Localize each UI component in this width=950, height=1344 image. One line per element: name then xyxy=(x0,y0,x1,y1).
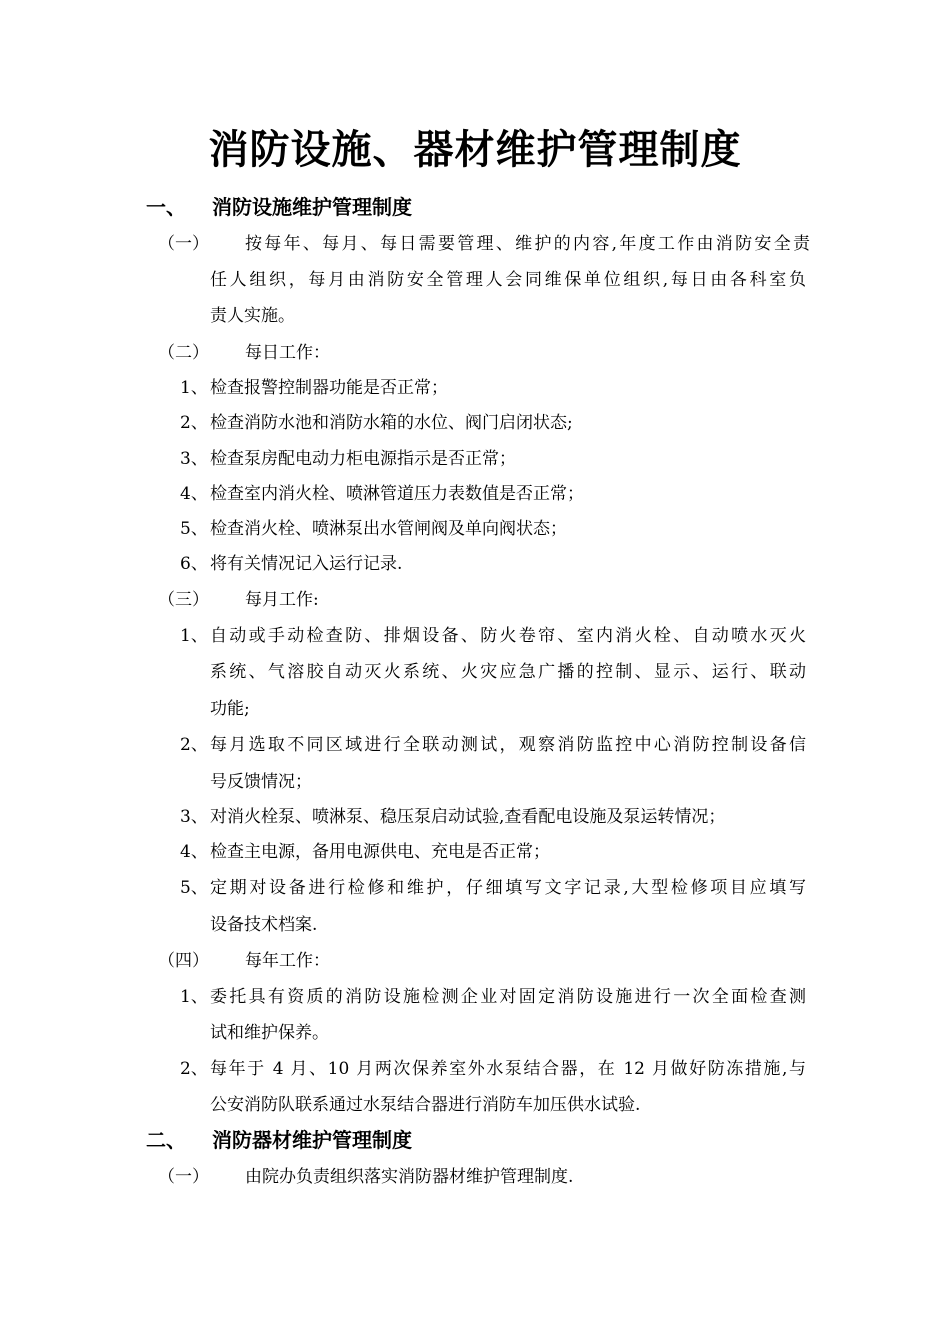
list-item-number: 6、 xyxy=(180,554,208,574)
list-item-number: 2、 xyxy=(180,1059,208,1079)
paragraph-line: 任人组织，每月由消防安全管理人会同维保单位组织,每日由各科室负 xyxy=(210,270,806,290)
section-number: 一、 xyxy=(146,195,186,219)
subsection-label: （二） xyxy=(158,343,209,363)
subsection-title: 每日工作： xyxy=(245,343,330,363)
list-item: 检查消火栓、喷淋泵出水管闸阀及单向阀状态； xyxy=(210,519,567,539)
list-item-number: 2、 xyxy=(180,735,208,755)
list-item-line: 试和维护保养。 xyxy=(210,1023,329,1043)
section-title: 消防设施维护管理制度 xyxy=(212,195,412,219)
list-item: 将有关情况记入运行记录. xyxy=(210,554,403,574)
list-item-line: 公安消防队联系通过水泵结合器进行消防车加压供水试验. xyxy=(210,1095,641,1115)
subsection-label: （三） xyxy=(158,590,209,610)
subsection-title: 每年工作： xyxy=(245,951,330,971)
paragraph-line: 由院办负责组织落实消防器材维护管理制度. xyxy=(245,1167,574,1187)
section-heading-2 xyxy=(146,1125,412,1155)
list-item-number: 4、 xyxy=(180,484,208,504)
list-item-line: 自动或手动检查防、排烟设备、防火卷帘、室内消火栓、自动喷水灭火 xyxy=(210,626,806,646)
list-item-line: 系统、气溶胶自动灭火系统、火灾应急广播的控制、显示、运行、联动 xyxy=(210,662,806,682)
paragraph-line: 按每年、每月、每日需要管理、维护的内容,年度工作由消防安全责 xyxy=(245,234,810,254)
subsection-label: （一） xyxy=(158,1167,209,1187)
list-item: 检查泵房配电动力柜电源指示是否正常； xyxy=(210,449,516,469)
list-item-line: 定期对设备进行检修和维护，仔细填写文字记录,大型检修项目应填写 xyxy=(210,878,806,898)
list-item-line: 功能; xyxy=(210,699,250,719)
list-item-number: 3、 xyxy=(180,449,208,469)
document-title: 消防设施、器材维护管理制度 xyxy=(208,126,742,173)
list-item: 检查主电源，备用电源供电、充电是否正常； xyxy=(210,842,550,862)
list-item-line: 委托具有资质的消防设施检测企业对固定消防设施进行一次全面检查测 xyxy=(210,987,806,1007)
list-item-line: 每年于 4 月、10 月两次保养室外水泵结合器，在 12 月做好防冻措施,与 xyxy=(210,1059,806,1079)
list-item: 检查报警控制器功能是否正常； xyxy=(210,378,448,398)
list-item-line: 每月选取不同区域进行全联动测试，观察消防监控中心消防控制设备信 xyxy=(210,735,806,755)
list-item-number: 3、 xyxy=(180,807,208,827)
list-item-number: 1、 xyxy=(180,378,208,398)
list-item-number: 1、 xyxy=(180,987,208,1007)
list-item-number: 1、 xyxy=(180,626,208,646)
list-item-number: 5、 xyxy=(180,519,208,539)
section-heading-1 xyxy=(146,192,412,222)
subsection-label: （四） xyxy=(158,951,209,971)
section-number: 二、 xyxy=(146,1128,186,1152)
list-item: 对消火栓泵、喷淋泵、稳压泵启动试验,查看配电设施及泵运转情况； xyxy=(210,807,726,827)
list-item-number: 4、 xyxy=(180,842,208,862)
subsection-title: 每月工作: xyxy=(245,590,319,610)
paragraph-line: 责人实施。 xyxy=(210,306,295,326)
list-item-line: 号反馈情况； xyxy=(210,772,312,792)
list-item: 检查消防水池和消防水箱的水位、阀门启闭状态; xyxy=(210,413,573,433)
list-item-number: 2、 xyxy=(180,413,208,433)
section-title: 消防器材维护管理制度 xyxy=(212,1128,412,1152)
list-item-number: 5、 xyxy=(180,878,208,898)
list-item-line: 设备技术档案. xyxy=(210,915,318,935)
subsection-label: （一） xyxy=(158,234,209,254)
list-item: 检查室内消火栓、喷淋管道压力表数值是否正常； xyxy=(210,484,584,504)
